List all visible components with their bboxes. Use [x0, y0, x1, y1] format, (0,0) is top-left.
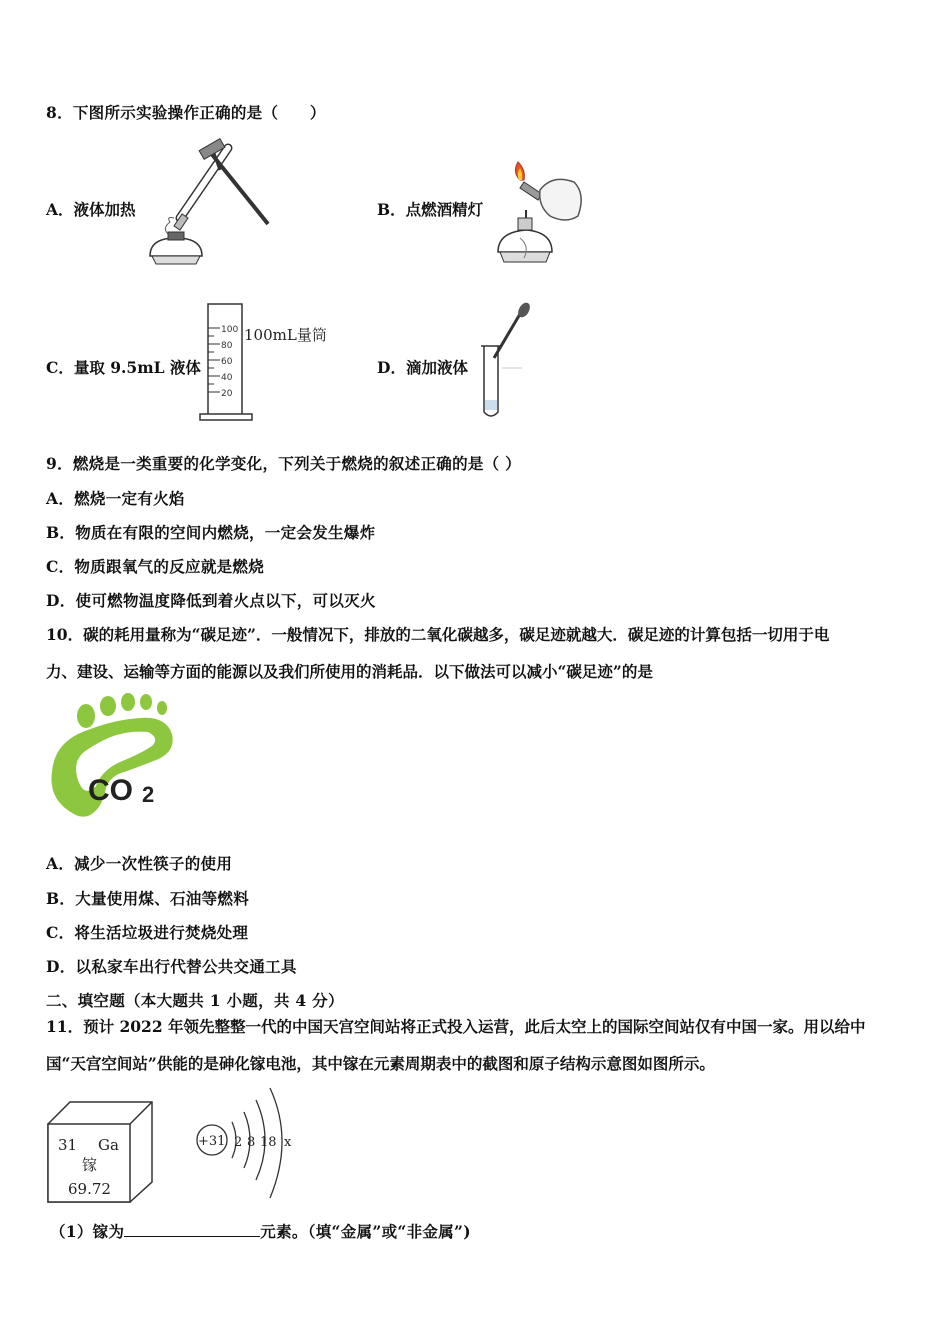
cylinder-caption: 100mL量筒 — [244, 326, 327, 344]
q11-sub1 — [50, 1220, 471, 1242]
liquid-heating-figure — [140, 138, 275, 270]
nucleus-charge: +31 — [198, 1134, 226, 1149]
q9-option-c: C．物质跟氧气的反应就是燃烧 — [46, 557, 265, 576]
q8-option-b: B．点燃酒精灯 — [377, 200, 484, 219]
scale-80: 80 — [221, 341, 233, 351]
q8-stem: 8．下图所示实验操作正确的是（ ） — [46, 103, 326, 122]
atomic-mass: 69.72 — [68, 1180, 111, 1198]
element-name: 镓 — [82, 1156, 98, 1174]
shell-1: 2 — [234, 1135, 243, 1150]
section-2-heading: 二、填空题（本大题共 1 小题，共 4 分） — [46, 991, 344, 1010]
q11-stem-line1: 11．预计 2022 年领先整整一代的中国天宫空间站将正式投入运营，此后太空上的国际空间站仅有中国一家。用以给中 — [46, 1017, 866, 1036]
q10-option-d: D．以私家车出行代替公共交通工具 — [46, 957, 297, 976]
dropping-liquid-figure — [476, 300, 536, 424]
q11-stem-line2: 国“天宫空间站”供能的是砷化镓电池，其中镓在元素周期表中的截图和原子结构示意图如图所示。 — [46, 1054, 715, 1073]
co2-text: CO — [88, 774, 133, 807]
atomic-structure-figure — [190, 1082, 302, 1212]
graduated-cylinder-figure — [198, 300, 338, 424]
carbon-footprint-figure — [44, 690, 184, 830]
atomic-number: 31 — [58, 1136, 78, 1154]
q10-stem-line1: 10．碳的耗用量称为“碳足迹”．一般情况下，排放的二氧化碳越多，碳足迹就越大．碳足迹的计算包括一切用于电 — [46, 625, 830, 644]
q10-option-c: C．将生活垃圾进行焚烧处理 — [46, 923, 249, 942]
shell-4: x — [284, 1135, 292, 1150]
q9-stem: 9．燃烧是一类重要的化学变化，下列关于燃烧的叙述正确的是（ ） — [46, 454, 521, 473]
scale-100: 100 — [221, 325, 239, 335]
q9-option-b: B．物质在有限的空间内燃烧，一定会发生爆炸 — [46, 523, 376, 542]
q9-option-a: A．燃烧一定有火焰 — [46, 489, 185, 508]
shell-2: 8 — [247, 1135, 256, 1150]
element-symbol: Ga — [98, 1136, 119, 1154]
q11-sub1-prefix: （1）镓为 — [50, 1222, 125, 1241]
periodic-table-cell-figure — [44, 1098, 156, 1206]
q10-option-a: A．减少一次性筷子的使用 — [46, 854, 233, 873]
scale-40: 40 — [221, 373, 233, 383]
q8-option-a: A．液体加热 — [46, 200, 136, 219]
q10-stem-line2: 力、建设、运输等方面的能源以及我们所使用的消耗品．以下做法可以减小“碳足迹”的是 — [46, 662, 653, 681]
q8-option-d: D．滴加液体 — [377, 358, 468, 377]
shell-3: 18 — [260, 1135, 277, 1150]
answer-blank[interactable] — [124, 1222, 260, 1237]
q11-sub1-suffix: 元素。（填“金属”或“非金属”) — [260, 1222, 471, 1241]
q10-option-b: B．大量使用煤、石油等燃料 — [46, 889, 250, 908]
lighting-alcohol-lamp-figure — [490, 160, 590, 270]
co2-subscript: 2 — [142, 782, 155, 807]
scale-60: 60 — [221, 357, 233, 367]
q8-option-c: C．量取 9.5mL 液体 — [46, 358, 201, 377]
q9-option-d: D．使可燃物温度降低到着火点以下，可以灭火 — [46, 591, 376, 610]
scale-20: 20 — [221, 389, 233, 399]
